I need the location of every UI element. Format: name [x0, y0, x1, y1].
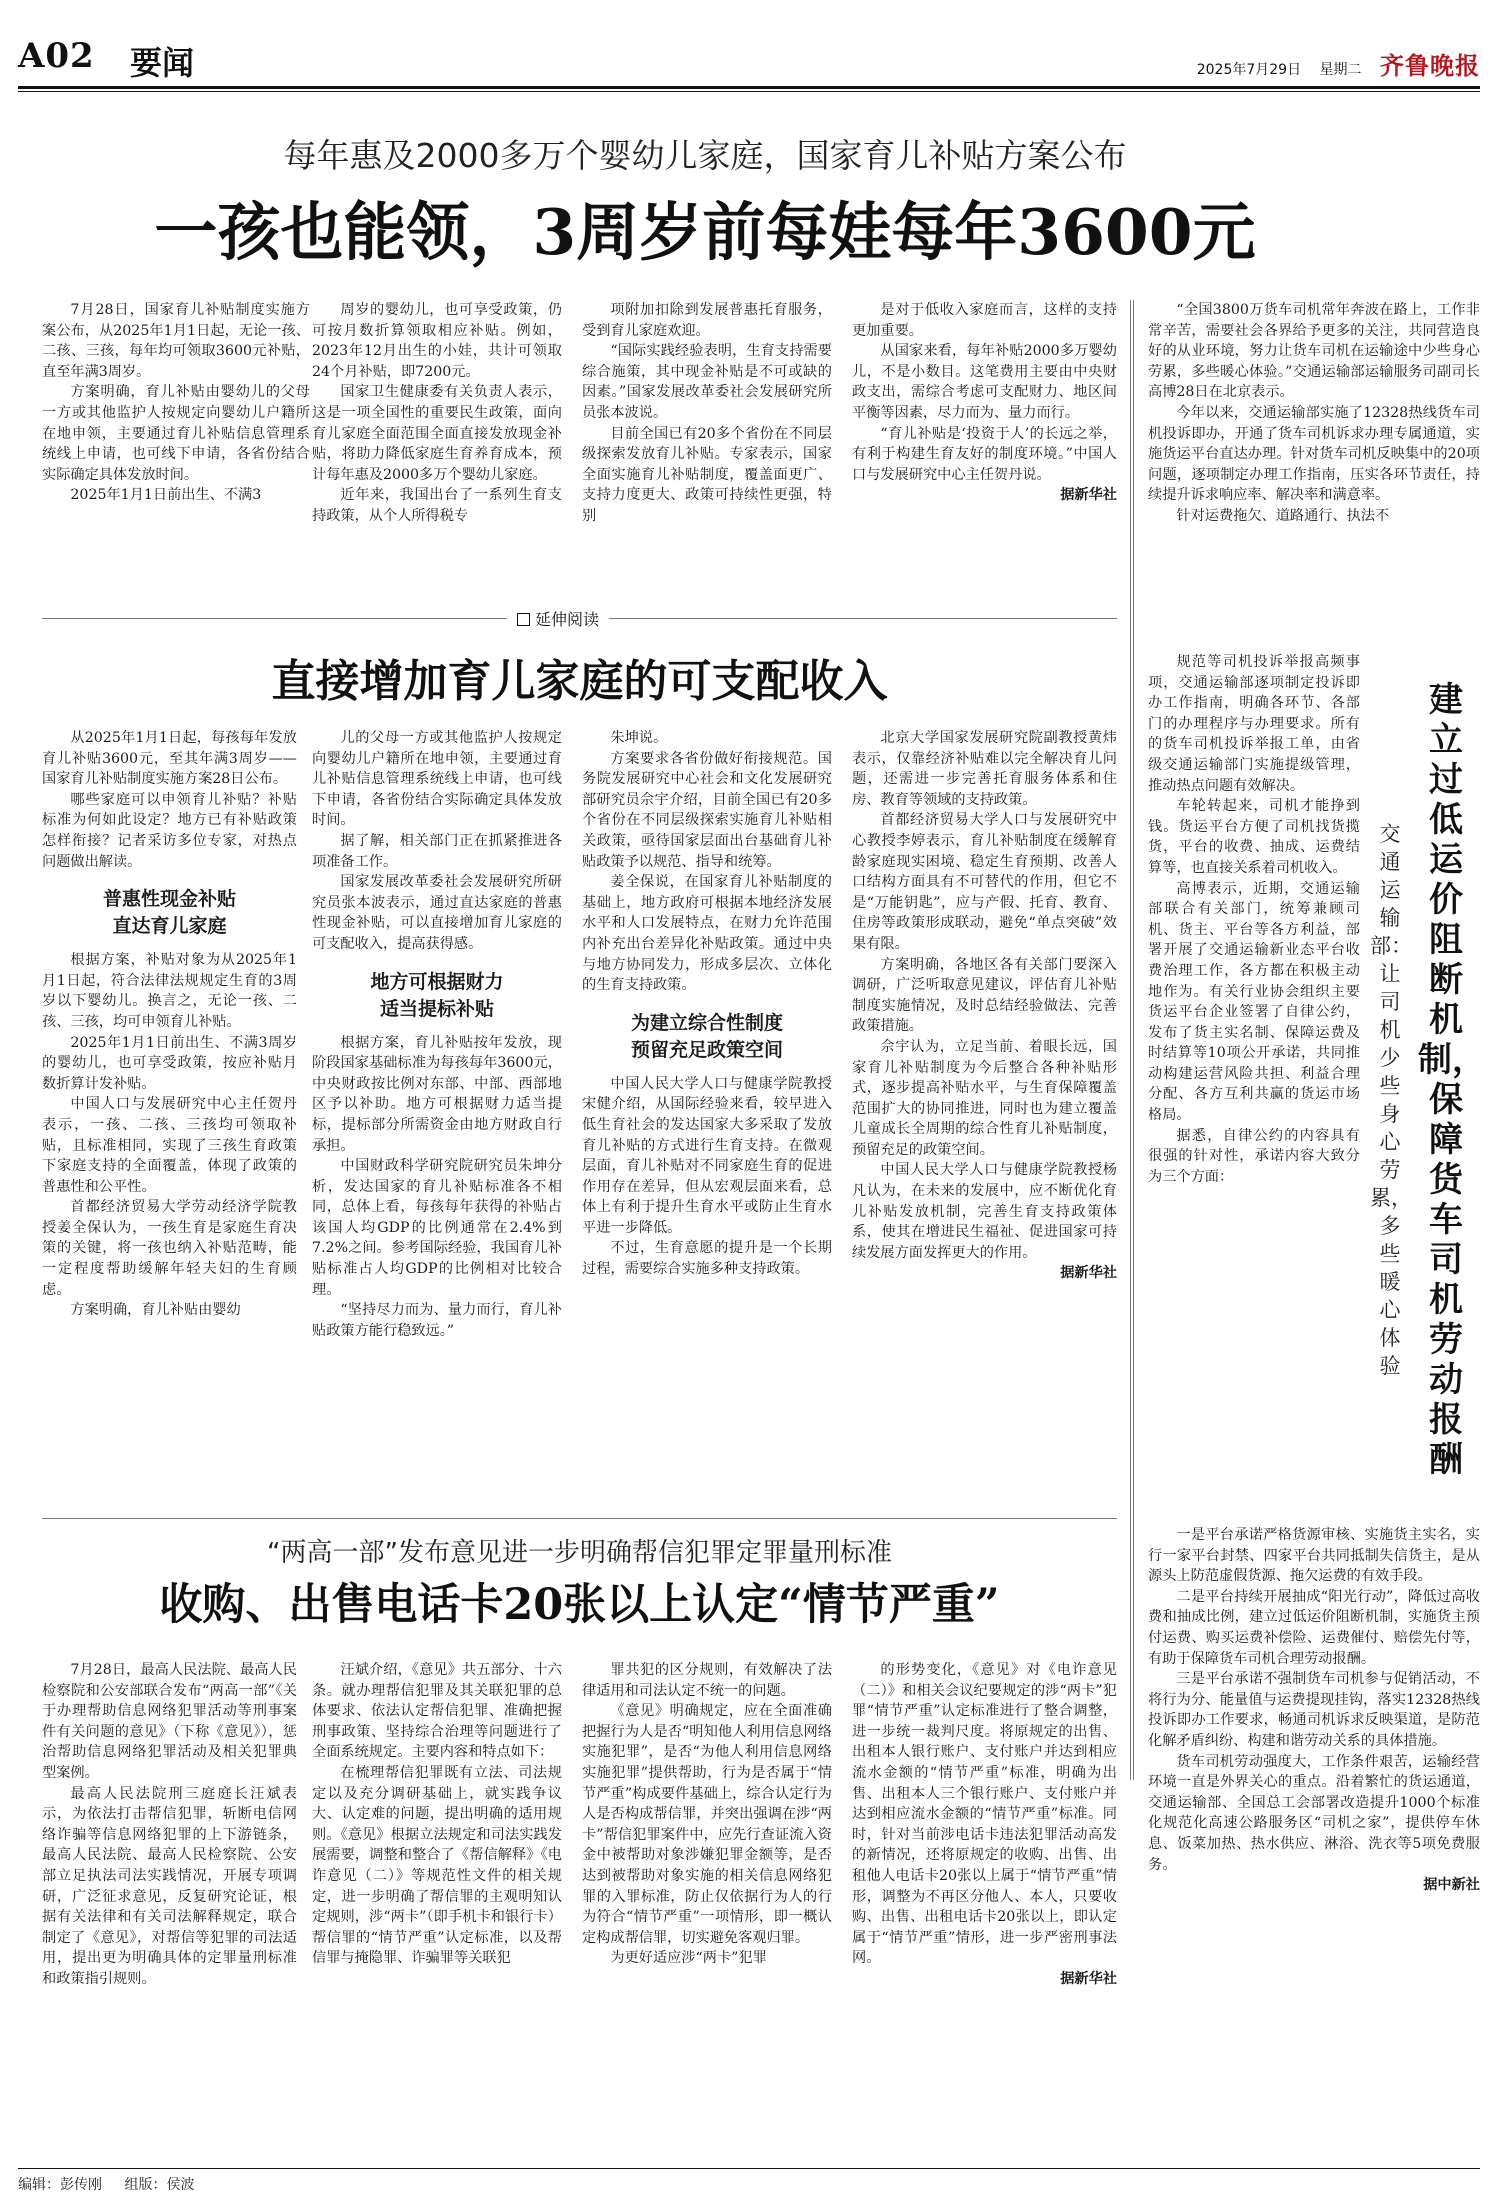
story1-column-4: 是对于低收入家庭而言，这样的支持更加重要。 从国家来看，每年补贴2000多万婴幼儿，不是小数目。这笔费用主要由中央财政支出，需综合考虑可支配财力、地区间平衡等因素，尽力而为、量力而行。 “育儿补贴是‘投资于人’的长远之举，有利于构建生育友好的制度环境。”中国人口与发展研究中心主任贺丹说。 据新华社: [852, 300, 1117, 590]
story1-column-1: 7月28日，国家育儿补贴制度实施方案公布，从2025年1月1日起，无论一孩、二孩、三孩，每年均可领取3600元补贴，直至年满3周岁。 方案明确，育儿补贴由婴幼儿的父母一方或其他监护人按规定向婴幼儿户籍所在地申领，主要通过育儿补贴信息管理系统线上申请，也可线下申请，各省份结合实际确定具体发放时间。 2025年1月1日前出生、不满3: [42, 302, 310, 504]
story1-column-2: 周岁的婴幼儿，也可享受政策，仍可按月数折算领取相应补贴。例如，2023年12月出生的小娃，共计可领取24个月补贴，即7200元。 国家卫生健康委有关负责人表示，这是一项全国性的重要民生政策，面向育儿家庭全面范围全面直接发放现金补贴，将助力降低家庭生育养育成本，预计每年惠及2000多万个婴幼儿家庭。 近年来，我国出台了一系列生育支持政策，从个人所得税专: [312, 302, 562, 524]
story1-subtitle: 每年惠及2000多万个婴幼儿家庭，国家育儿补贴方案公布: [283, 136, 1127, 175]
extended-subhead-2: 地方可根据财力 适当提标补贴: [370, 970, 504, 1020]
header-rule: [18, 86, 1480, 89]
page-number: A02: [18, 36, 95, 76]
extended-source: 据新华社: [1060, 1265, 1117, 1282]
story3-column-1: 7月28日，最高人民法院、最高人民检察院和公安部联合发布“两高一部”《关于办理帮助信息网络犯罪活动等刑事案件有关问题的意见》（下称《意见》），惩治帮助信息网络犯罪活动及相关犯罪典型案例。 最高人民法院刑三庭庭长汪斌表示，为依法打击帮信犯罪，斩断电信网络诈骗等信息网络犯罪的上下游链条，最高人民法院、最高人民检察院、公安部立足执法司法实践情况，开展专项调研，广泛征求意见，反复研究论证，根据有关法律和有关司法解释规定，联合制定了《意见》，对帮信等犯罪的司法适用，提出更为明确具体的定罪量刑标准和政策指引规则。: [42, 1662, 297, 1987]
page-header: [18, 36, 1480, 84]
extended-column-1: 从2025年1月1日起，每孩每年发放育儿补贴3600元，至其年满3周岁——国家育儿补贴制度实施方案28日公布。 哪些家庭可以申领育儿补贴？补贴标准为何如此设定？地方已有补贴政策怎样衔接？记者采访多位专家，对热点问题做出解读。 普惠性现金补贴 直达育儿家庭 根据方案，补贴对象为从2025年1月1日起，符合法律法规规定生育的3周岁以下婴幼儿。换言之，无论一孩、二孩、三孩，均可申领育儿补贴。 2025年1月1日前出生、不满3周岁的婴幼儿，也可享受政策，按应补贴月数折算计发补贴。 中国人口与发展研究中心主任贺丹表示，一孩、二孩、三孩均可领取补贴，且标准相同，实现了三孩生育政策下家庭支持的全面覆盖，体现了政策的普惠性和公平性。 首都经济贸易大学劳动经济学院教授姜全保认为，一孩生育是家庭生育决策的关键，将一孩也纳入补贴范畴，能一定程度帮助缓解年轻夫妇的生育顾虑。 方案明确，育儿补贴由婴幼: [42, 730, 297, 1319]
extended-subhead-1: 普惠性现金补贴 直达育儿家庭: [102, 888, 236, 938]
story3-column-2: 汪斌介绍，《意见》共五部分、十六条。就办理帮信犯罪及其关联犯罪的总体要求、依法认定帮信犯罪、准确把握刑事政策、坚持综合治理等问题进行了全面系统规定。主要内容和特点如下： 在梳理帮信犯罪既有立法、司法规定以及充分调研基础上，就实践争议大、认定难的问题，提出明确的适用规则。《意见》根据立法规定和司法实践发展需要，调整和整合了《帮信解释》《电诈意见（二）》等规范性文件的相关规定，进一步明确了帮信罪的主观明知认定规则，涉“两卡”（即手机卡和银行卡）帮信罪的“情节严重”认定标准，以及帮信罪与掩隐罪、诈骗罪等关联犯: [312, 1662, 562, 1967]
story3-headline: 收购、出售电话卡20张以上认定“情节严重”: [159, 1580, 1000, 1630]
column-divider-double: [1133, 300, 1134, 1780]
story3-rule: [42, 1518, 1117, 1519]
designer-credit: 组版：侯波: [124, 2177, 195, 2193]
footer-rule: [18, 2168, 1480, 2169]
story3-subtitle: “两高一部”发布意见进一步明确帮信犯罪定罪量刑标准: [267, 1538, 892, 1568]
side-source: 据中新社: [1423, 1877, 1480, 1894]
side-top-text: “全国3800万货车司机常年奔波在路上，工作非常辛苦，需要社会各界给予更多的关注，共同营造良好的从业环境，努力让货车司机在运输途中少些身心劳累，多些暖心体验。”交通运输部运输服务司副司长高博28日在北京表示。 今年以来，交通运输部实施了12328热线货车司机投诉即办，开通了货车司机诉求办理专属通道，实施货运平台直达办理。针对货车司机反映集中的20项问题，逐项制定办理工作指南，压实各环节责任，持续提升诉求响应率、解决率和满意率。 针对运费拖欠、道路通行、执法不: [1148, 302, 1480, 524]
page-footer: [18, 2174, 212, 2194]
section-name: 要闻: [130, 44, 195, 82]
issue-weekday: 星期二: [1319, 62, 1362, 78]
extended-column-4: 北京大学国家发展研究院副教授黄炜表示，仅靠经济补贴难以完全解决育儿问题，还需进一步完善托育服务体系和住房、教育等领域的支持政策。 首都经济贸易大学人口与发展研究中心教授李婷表示，育儿补贴制度在缓解育龄家庭现实困境、稳定生育预期、改善人口结构方面具有不可替代的作用，但它不是“万能钥匙”，应与产假、托育、教育、住房等政策形成联动，避免“单点突破”效果有限。 方案明确，各地区各有关部门要深入调研，广泛听取意见建议，评估育儿补贴制度实施情况，及时总结经验做法、完善政策措施。 佘宇认为，立足当前、着眼长远，国家育儿补贴制度为今后整合各种补贴形式，逐步提高补贴水平，与生育保障覆盖范围扩大的协同推进，同时也为建立覆盖儿童成长全周期的综合性育儿补贴制度，预留充足的政策空间。 中国人民大学人口与健康学院教授杨凡认为，在未来的发展中，应不断优化育儿补贴发放机制，完善生育支持政策体系，使其在增进民生福祉、促进国家可持续发展方面发挥更大的作用。 据新华社: [852, 728, 1117, 1498]
story1-headline: 一孩也能领，3周岁前每娃每年3600元: [154, 195, 1256, 269]
side-subtitle: 交通运输部：让司机少些身心劳累，多些暖心体验: [1370, 822, 1412, 1378]
extended-reading-tag: 延伸阅读: [507, 607, 609, 630]
column-divider: [1130, 300, 1131, 1780]
story3-source: 据新华社: [1060, 1970, 1117, 1987]
header-meta: [1183, 46, 1480, 81]
story1-column-3: 项附加扣除到发展普惠托育服务，受到育儿家庭欢迎。 “国际实践经验表明，生育支持需要综合施策，其中现金补贴是不可或缺的因素。”国家发展改革委社会发展研究所员张本波说。 目前全国已有20多个省份在不同层级探索发放育儿补贴。专家表示，国家全面实施育儿补贴制度，覆盖面更广、支持力度更大、政策可持续性更强，特别: [582, 302, 832, 524]
extended-headline: 直接增加育儿家庭的可支配收入: [271, 656, 888, 707]
extended-subhead-3: 为建立综合性制度 预留充足政策空间: [630, 1011, 783, 1061]
story3-column-4: 的形势变化，《意见》对《电诈意见（二）》和相关会议纪要规定的涉“两卡”犯罪“情节严重”认定标准进行了整合调整，进一步统一裁判尺度。将原规定的出售、出租本人银行账户、支付账户并达到相应流水金额的“情节严重”标准，明确为出售、出租本人三个银行账户、支付账户并达到相应流水金额的“情节严重”标准。同时，针对当前涉电话卡违法犯罪活动高发的新情况，还将原规定的收购、出售、出租他人电话卡20张以上属于“情节严重”情形，调整为不再区分他人、本人，只要收购、出售、出租电话卡20张以上，即认定属于“情节严重”情形，进一步严密刑事法网。 据新华社: [852, 1660, 1117, 2160]
story1-source: 据新华社: [1060, 487, 1117, 504]
story3-column-3: 罪共犯的区分规则，有效解决了法律适用和司法认定不统一的问题。 《意见》明确规定，应在全面准确把握行为人是否“明知他人利用信息网络实施犯罪”，是否“为他人利用信息网络实施犯罪”提供帮助，行为是否属于“情节严重”构成要件基础上，综合认定行为人是否构成帮信罪，并突出强调在涉“两卡”帮信犯罪案件中，应先行查证流入资金中被帮助对象涉嫌犯罪金额等，是否达到被帮助对象实施的相关信息网络犯罪的入罪标准，防止仅依据行为人的行为符合“情节严重”一项情形，即一概认定构成帮信罪，切实避免客观归罪。 为更好适应涉“两卡”犯罪: [582, 1662, 832, 1967]
side-headline: 建立过低运价阻断机制，保障货车司机劳动报酬: [1418, 680, 1486, 1480]
newspaper-logo: 齐鲁晚报: [1380, 51, 1480, 80]
extended-column-2: 儿的父母一方或其他监护人按规定向婴幼儿户籍所在地申领，主要通过育儿补贴信息管理系统线上申请，也可线下申请，各省份结合实际确定具体发放时间。 据了解，相关部门正在抓紧推进各项准备工作。 国家发展改革委社会发展研究所研究员张本波表示，通过直达家庭的普惠性现金补贴，可以直接增加育儿家庭的可支配收入，提高获得感。 地方可根据财力 适当提标补贴 根据方案，育儿补贴按年发放，现阶段国家基础标准为每孩每年3600元，中央财政按比例对东部、中部、西部地区予以补助。地方可根据财力适当提标，提标部分所需资金由地方财政自行承担。 中国财政科学研究院研究员朱坤分析，发达国家的育儿补贴标准各不相同，总体上看，每孩每年获得的补贴占该国人均GDP的比例通常在2.4%到7.2%之间。参考国际经验，我国育儿补贴标准占人均GDP的比例相对比较合理。 “坚持尽力而为、量力而行，育儿补贴政策方能行稳致远。”: [312, 730, 562, 1339]
side-bottom-text: 一是平台承诺严格货源审核、实施货主实名，实行一家平台封禁、四家平台共同抵制失信货主，是从源头上防范虚假货源、拖欠运费的有效手段。 二是平台持续开展抽成“阳光行动”，降低过高收费和抽成比例，建立过低运价阻断机制，实施货主预付运费、购买运费补偿险、运费催付、赔偿先付等，有助于保障货车司机合理劳动报酬。 三是平台承诺不强制货车司机参与促销活动，不将行为分、能量值与运费提现挂钩，落实12328热线投诉即办工作要求，畅通司机诉求反映渠道，是防范化解矛盾纠纷、构建和谐劳动关系的具体措施。 货车司机劳动强度大，工作条件艰苦，运输经营环境一直是外界关心的重点。沿着繁忙的货运通道，交通运输部、全国总工会部署改造提升1000个标准化规范化高速公路服务区“司机之家”，提供停车休息、饭菜加热、热水供应、淋浴、洗衣等5项免费服务。 据中新社: [1148, 1525, 1480, 2165]
side-narrow-text: 规范等司机投诉举报高频事项，交通运输部逐项制定投诉即办工作指南，明确各环节、各部门的办理程序与办理要求。所有的货车司机投诉举报工单，由省级交通运输部门实施提级管理，推动热点问题有效解决。 车轮转起来，司机才能挣到钱。货运平台方便了司机找货揽货，平台的收费、抽成、运费结算等，也直接关系着司机收入。 高博表示，近期，交通运输部联合有关部门，统筹兼顾司机、货主、平台等各方利益，部署开展了交通运输新业态平台收费治理工作，各方都在积极主动地作为。有关行业协会组织主要货运平台企业签署了自律公约，发布了货主实名制、保障运费及时结算等10项公开承诺，共同推动构建运营风险共担、利益合理分配、各方互利共赢的货运市场格局。 据悉，自律公约的内容具有很强的针对性，承诺内容大致分为三个方面：: [1148, 654, 1360, 1185]
extended-column-3: 朱坤说。 方案要求各省份做好衔接规范。国务院发展研究中心社会和文化发展研究部研究员佘宇介绍，目前全国已有20多个省份在不同层级探索实施育儿补贴相关政策，亟待国家层面出台基础育儿补贴政策予以规范、指导和统筹。 姜全保说，在国家育儿补贴制度的基础上，地方政府可根据本地经济发展水平和人口发展特点，在财力允许范围内补充出台差异化补贴政策。通过中央与地方协同发力，形成多层次、立体化的生育支持政策。 为建立综合性制度 预留充足政策空间 中国人民大学人口与健康学院教授宋健介绍，从国际经验来看，较早进入低生育社会的发达国家大多采取了发放育儿补贴的方式进行生育支持。在微观层面，育儿补贴对不同家庭生育的促进作用存在差异，但从宏观层面来看，总体上有利于提升生育水平或防止生育水平进一步降低。 不过，生育意愿的提升是一个长期过程，需要综合实施多种支持政策。: [582, 730, 832, 1278]
issue-date: 2025年7月29日: [1196, 62, 1302, 78]
header-rule-thin: [18, 91, 1480, 92]
editor-credit: 编辑：彭传刚: [18, 2177, 102, 2193]
